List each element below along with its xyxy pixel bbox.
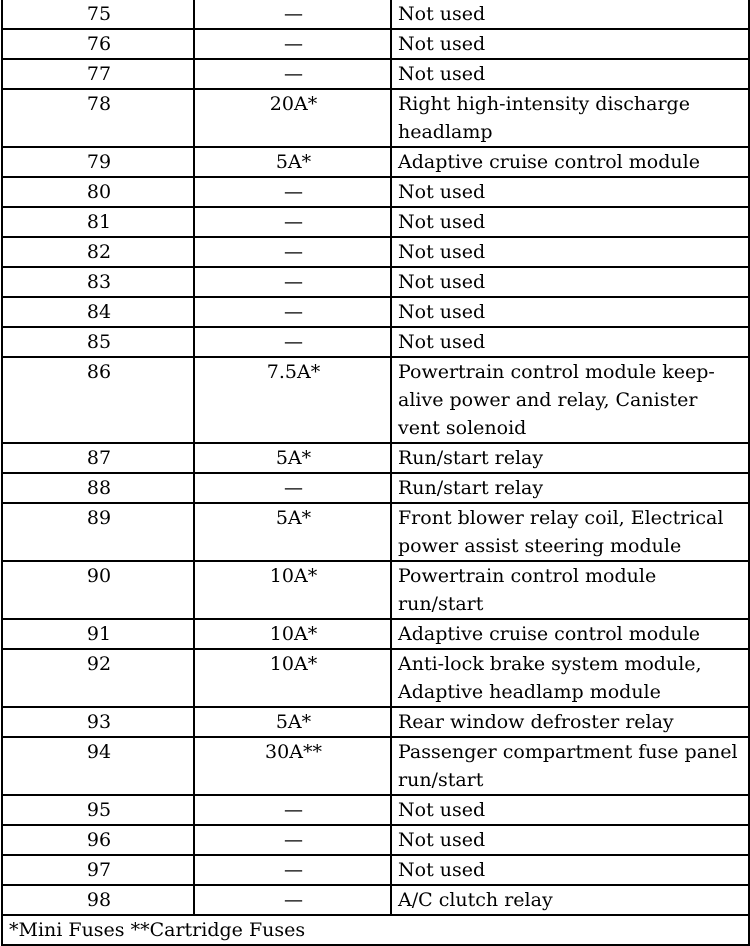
fuse-number: 94 [2, 737, 194, 795]
table-row [2, 147, 749, 177]
fuse-description: Rear window defroster relay [391, 707, 749, 737]
fuse-number: 79 [2, 147, 194, 177]
fuse-rating: — [194, 0, 391, 29]
fuse-number: 83 [2, 267, 194, 297]
fuse-number: 92 [2, 649, 194, 707]
table-row [2, 89, 749, 147]
table-row [2, 707, 749, 737]
fuse-description: Right high-intensity discharge headlamp [391, 89, 749, 147]
fuse-description: Adaptive cruise control module [391, 619, 749, 649]
fuse-rating: 30A** [194, 737, 391, 795]
footnote-row [2, 915, 749, 945]
fuse-rating: 10A* [194, 649, 391, 707]
fuse-number: 91 [2, 619, 194, 649]
fuse-rating: 10A* [194, 561, 391, 619]
fuse-rating: — [194, 267, 391, 297]
fuse-table-body [2, 0, 749, 915]
table-row [2, 619, 749, 649]
fuse-number: 88 [2, 473, 194, 503]
fuse-rating: — [194, 885, 391, 915]
fuse-description: Front blower relay coil, Electrical power assist steering module [391, 503, 749, 561]
fuse-rating: 7.5A* [194, 357, 391, 443]
fuse-description: Passenger compartment fuse panel run/start [391, 737, 749, 795]
fuse-number: 93 [2, 707, 194, 737]
fuse-description: Run/start relay [391, 443, 749, 473]
fuse-number: 90 [2, 561, 194, 619]
table-row [2, 737, 749, 795]
table-row [2, 443, 749, 473]
fuse-description: Not used [391, 825, 749, 855]
fuse-number: 97 [2, 855, 194, 885]
fuse-description: Not used [391, 855, 749, 885]
fuse-number: 87 [2, 443, 194, 473]
table-row [2, 473, 749, 503]
fuse-description: Not used [391, 795, 749, 825]
fuse-table [1, 0, 750, 946]
fuse-rating: — [194, 29, 391, 59]
fuse-description: Not used [391, 59, 749, 89]
fuse-number: 96 [2, 825, 194, 855]
table-row [2, 885, 749, 915]
table-row [2, 327, 749, 357]
table-row [2, 177, 749, 207]
fuse-number: 82 [2, 237, 194, 267]
fuse-rating: — [194, 297, 391, 327]
fuse-number: 80 [2, 177, 194, 207]
fuse-number: 84 [2, 297, 194, 327]
fuse-number: 85 [2, 327, 194, 357]
table-row [2, 855, 749, 885]
fuse-number: 78 [2, 89, 194, 147]
table-row [2, 649, 749, 707]
fuse-description: Adaptive cruise control module [391, 147, 749, 177]
fuse-number: 95 [2, 795, 194, 825]
fuse-rating: — [194, 327, 391, 357]
fuse-number: 76 [2, 29, 194, 59]
table-row [2, 503, 749, 561]
fuse-rating: 10A* [194, 619, 391, 649]
table-row [2, 825, 749, 855]
table-row [2, 357, 749, 443]
table-row [2, 795, 749, 825]
fuse-description: Not used [391, 327, 749, 357]
table-row [2, 29, 749, 59]
table-row [2, 561, 749, 619]
fuse-rating: 5A* [194, 443, 391, 473]
fuse-description: Not used [391, 237, 749, 267]
fuse-description: Powertrain control module run/start [391, 561, 749, 619]
fuse-rating: 5A* [194, 503, 391, 561]
fuse-rating: 5A* [194, 147, 391, 177]
fuse-number: 81 [2, 207, 194, 237]
table-row [2, 59, 749, 89]
fuse-description: Not used [391, 0, 749, 29]
table-row [2, 0, 749, 29]
fuse-rating: 5A* [194, 707, 391, 737]
fuse-number: 89 [2, 503, 194, 561]
fuse-rating: — [194, 825, 391, 855]
fuse-rating: — [194, 473, 391, 503]
fuse-description: Not used [391, 177, 749, 207]
fuse-rating: — [194, 855, 391, 885]
footnote: *Mini Fuses **Cartridge Fuses [2, 915, 749, 945]
fuse-description: Powertrain control module keep-alive power and relay, Canister vent solenoid [391, 357, 749, 443]
fuse-rating: — [194, 795, 391, 825]
fuse-number: 98 [2, 885, 194, 915]
fuse-rating: — [194, 207, 391, 237]
fuse-rating: — [194, 59, 391, 89]
fuse-rating: — [194, 237, 391, 267]
fuse-description: Not used [391, 297, 749, 327]
fuse-number: 75 [2, 0, 194, 29]
fuse-description: Anti-lock brake system module, Adaptive headlamp module [391, 649, 749, 707]
fuse-rating: 20A* [194, 89, 391, 147]
table-row [2, 207, 749, 237]
table-row [2, 267, 749, 297]
fuse-number: 77 [2, 59, 194, 89]
fuse-description: A/C clutch relay [391, 885, 749, 915]
fuse-description: Not used [391, 267, 749, 297]
table-row [2, 297, 749, 327]
fuse-description: Not used [391, 207, 749, 237]
fuse-description: Not used [391, 29, 749, 59]
fuse-description: Run/start relay [391, 473, 749, 503]
fuse-rating: — [194, 177, 391, 207]
table-row [2, 237, 749, 267]
fuse-number: 86 [2, 357, 194, 443]
